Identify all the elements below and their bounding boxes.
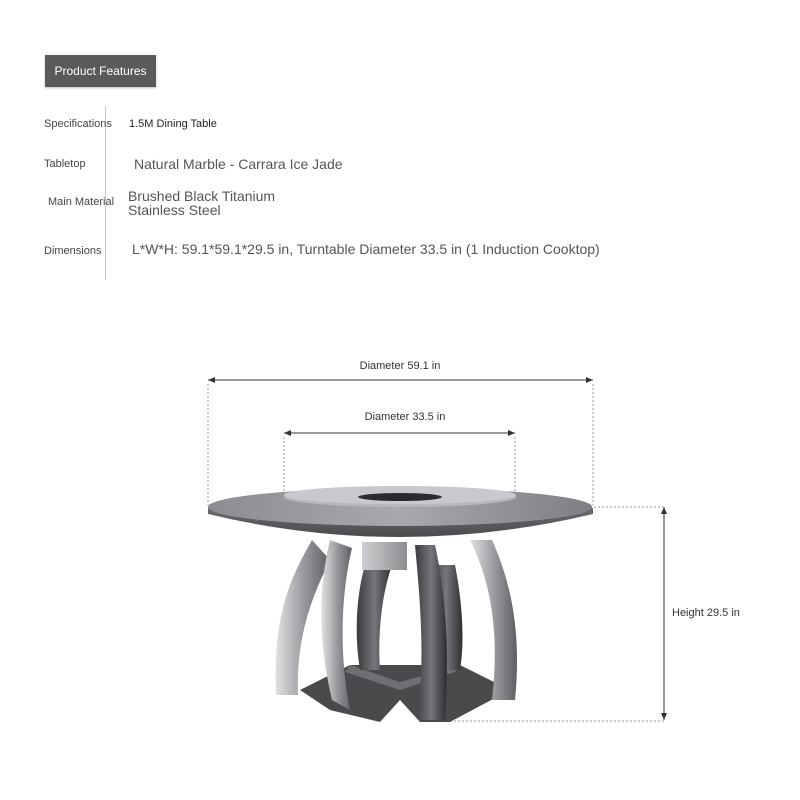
turntable-diameter-text: Diameter 33.5 in [364, 411, 446, 423]
main-material-value-line2: Stainless Steel [128, 202, 221, 218]
product-features-badge: Product Features [45, 55, 156, 87]
height-text: Height 29.5 in [672, 607, 740, 619]
dimensions-label: Dimensions [44, 245, 102, 257]
turntable-diameter-dimension [284, 411, 515, 496]
specifications-value: 1.5M Dining Table [129, 118, 217, 130]
main-material-value-line1: Brushed Black Titanium [128, 188, 276, 204]
tabletop-value: Natural Marble - Carrara Ice Jade [134, 156, 343, 172]
specifications-label: Specifications [44, 118, 112, 130]
main-material-label: Main Material [48, 196, 115, 208]
tabletop-label: Tabletop [44, 158, 86, 170]
outer-diameter-text: Diameter 59.1 in [359, 360, 441, 372]
dimensions-value: L*W*H: 59.1*59.1*29.5 in, Turntable Diameter 33.5 in (1 Induction Cooktop) [132, 241, 600, 257]
dining-table-illustration [208, 486, 593, 722]
